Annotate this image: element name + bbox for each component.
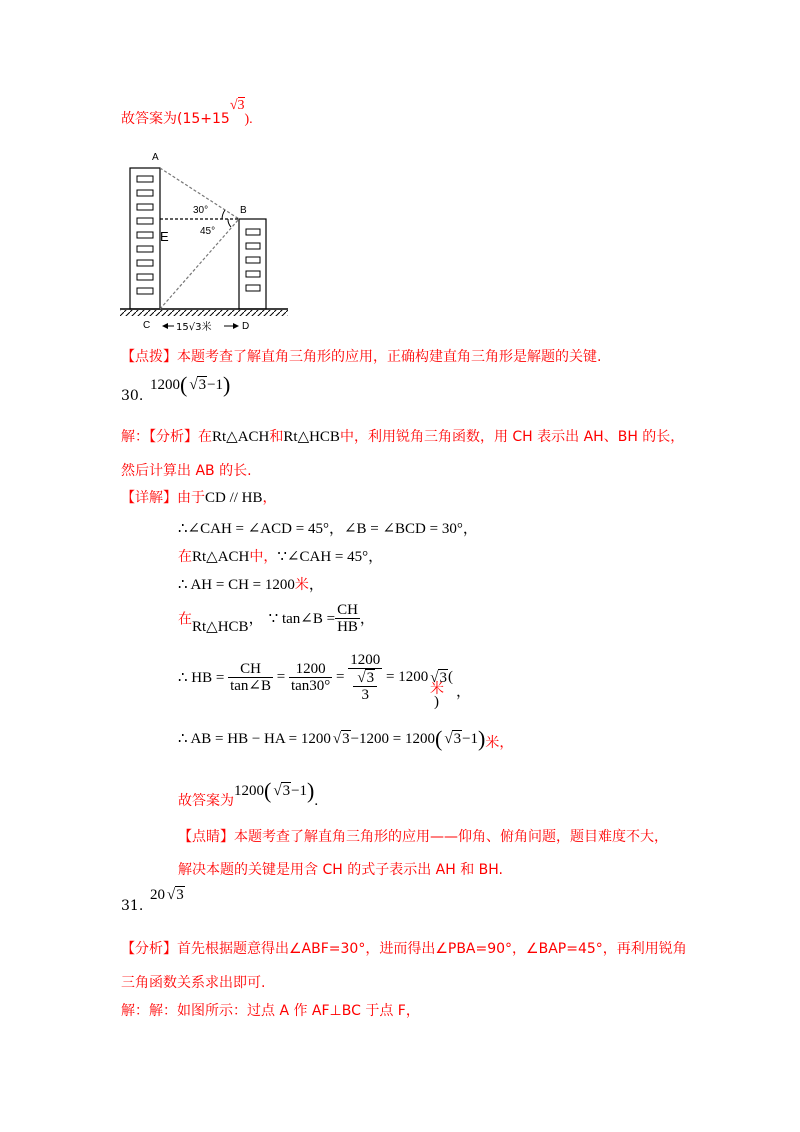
label-e: E [160,229,169,244]
label-b: B [240,205,247,216]
right-building-windows [246,229,260,291]
q30-step5-comma: ， [456,684,472,700]
q30-step5-close: ) [434,694,439,710]
fraction-ch-tanb: $\frac{CH}{\tan\angle B}$ [230,661,271,694]
label-angle-30: 30° [193,205,209,216]
angle-arc-down [228,219,231,227]
arrow-left-icon [162,323,168,329]
right-building [239,219,266,309]
answer-line: 故答案为(15+15√3). [121,98,253,127]
q30-step5: ∴ HB = $\frac{CH}{\tan\angle B}$ = $\frac{1200}{\tan 30^\circ}$ = 1200 √ $\frac{3}{3}$ = 1200√ 3( [178,652,453,703]
q30-analysis-line2: 然后计算出 AB 的长. [121,463,252,479]
label-a: A [152,152,159,163]
fraction-ch-hb: $\frac{CH}{HB}$ [337,602,358,635]
ground-hatch [120,310,288,316]
q30-number: 30. [121,388,144,404]
building-diagram [118,150,298,336]
q30-step3: ∴ AH = CH = 1200米， [178,577,324,593]
q30-final: 故答案为1200(√ 3−1). [178,778,318,810]
q30-detail: 【详解】由于CD // HB， [121,490,277,506]
q30-step4: 在Rt△HCB， ∵ tan∠B = $\frac{CH}{HB}$ ， [178,602,375,635]
q30-answer: 1200(√ 3−1) [150,372,230,398]
angle-arc-up [222,210,225,219]
q31-analysis-line2: 三角函数关系求出即可. [121,975,266,991]
label-d: D [242,321,250,332]
label-angle-45: 45° [200,226,216,237]
q29-comment: 【点拨】本题考查了解直角三角形的应用，正确构建直角三角形是解题的关键. [121,349,602,365]
q30-step1: ∴∠CAH = ∠ACD = 45°，∠B = ∠BCD = 30°， [178,521,478,537]
fraction-1200-tan30: $\frac{1200}{\tan 30^\circ}$ [290,661,331,694]
label-c: C [143,320,151,331]
answer-sqrt-value: 3 [237,98,245,113]
q30-comment-line2: 解决本题的关键是用含 CH 的式子表示出 AH 和 BH. [178,862,503,878]
q31-analysis-line1: 【分析】首先根据题意得出∠ABF=30°，进而得出∠PBA=90°，∠BAP=45°，再利用锐角 [121,941,687,957]
arrow-right-icon [233,323,239,329]
q30-step2: 在Rt△ACH中，∵∠CAH = 45°， [178,549,384,565]
fraction-1200-sqrt3-3: 1200 √ $\frac{3}{3}$ [348,652,382,703]
q30-comment-line1: 【点睛】本题考查了解直角三角形的应用——仰角、俯角问题，题目难度不大， [178,829,668,845]
q30-analysis: 解：【分析】在Rt△ACH和Rt△HCB中，利用锐角三角函数，用 CH 表示出 AH、BH 的长， [121,429,685,445]
q31-answer: 20√ 3 [150,886,185,904]
q31-solution: 解：解：如图所示：过点 A 作 AF⊥BC 于点 F， [121,1003,420,1019]
label-dimension: 15√3米 [176,322,212,333]
q30-step5-unit: 米 [430,681,444,697]
left-building-windows [137,176,153,294]
q31-number: 31. [121,898,144,914]
sqrt-symbol: √ [229,98,238,113]
q30-step6: ∴ AB = HB − HA = 1200√ 3−1200 = 1200(√ 3−1)米， [178,726,513,752]
